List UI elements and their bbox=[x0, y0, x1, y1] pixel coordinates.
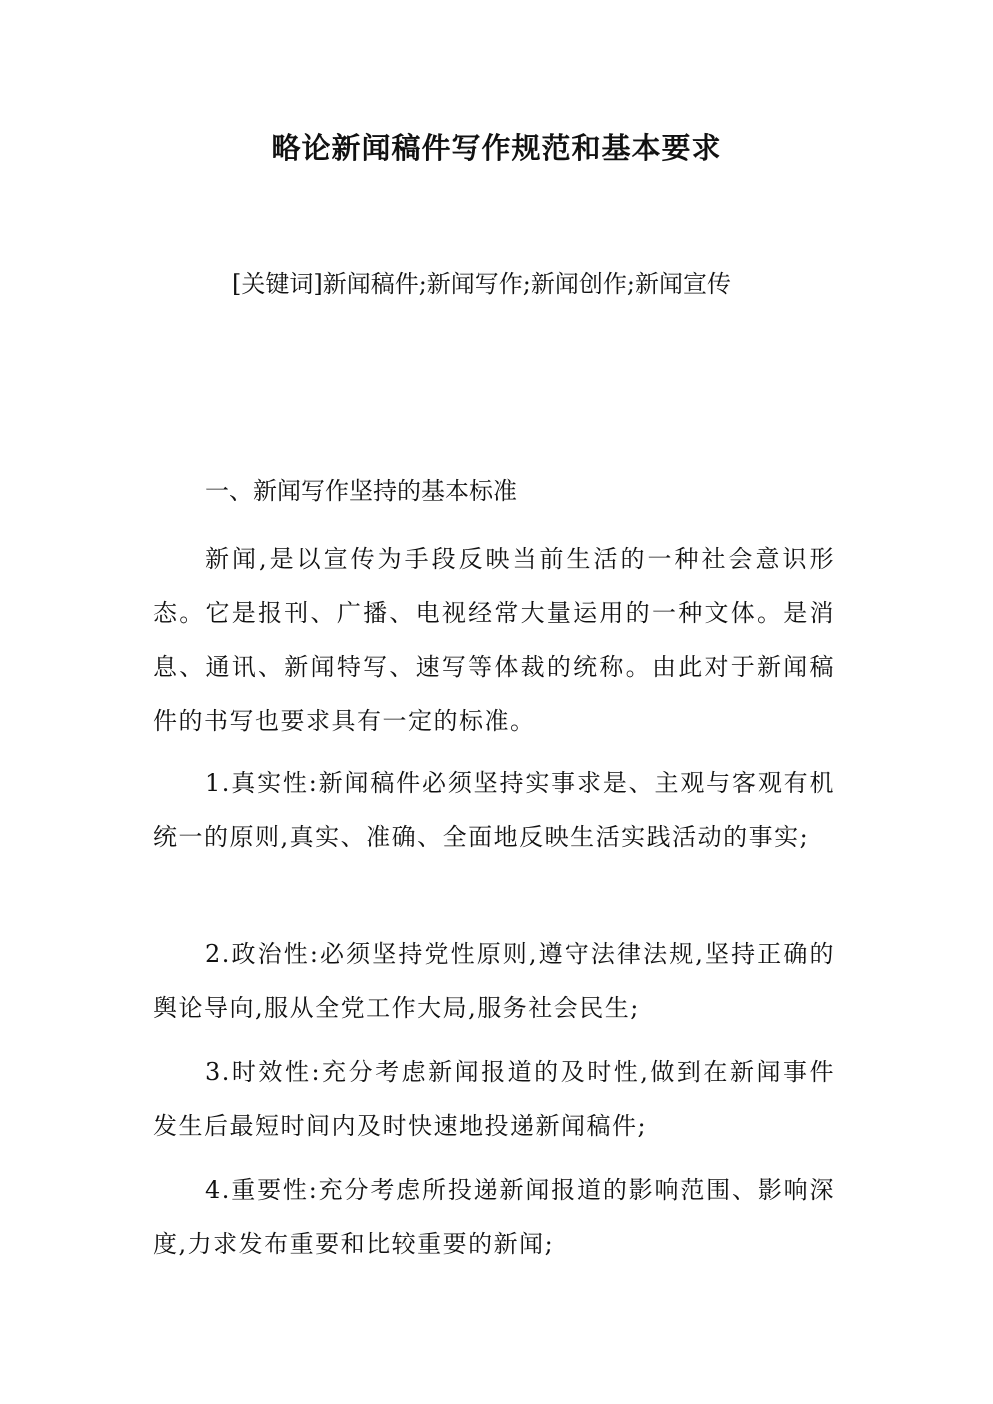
paragraph-importance: 4.重要性:充分考虑所投递新闻报道的影响范围、影响深度,力求发布重要和比较重要的新闻; bbox=[153, 1176, 835, 1258]
paragraph-authenticity: 1.真实性:新闻稿件必须坚持实事求是、主观与客观有机统一的原则,真实、准确、全面地反映生活实践活动的事实; bbox=[153, 769, 835, 851]
document-title: 略论新闻稿件写作规范和基本要求 bbox=[271, 131, 722, 165]
keywords-line: [关键词]新闻稿件;新闻写作;新闻创作;新闻宣传 bbox=[232, 270, 731, 298]
paragraph-political: 2.政治性:必须坚持党性原则,遵守法律法规,坚持正确的舆论导向,服从全党工作大局,服务社会民生; bbox=[153, 940, 835, 1022]
paragraph-timeliness: 3.时效性:充分考虑新闻报道的及时性,做到在新闻事件发生后最短时间内及时快速地投递新闻稿件; bbox=[153, 1058, 835, 1140]
paragraph-intro: 新闻,是以宣传为手段反映当前生活的一种社会意识形态。它是报刊、广播、电视经常大量运用的一种文体。是消息、通讯、新闻特写、速写等体裁的统称。由此对于新闻稿件的书写也要求具有一定的标准。 bbox=[153, 545, 835, 735]
section-heading: 一、新闻写作坚持的基本标准 bbox=[205, 477, 517, 505]
